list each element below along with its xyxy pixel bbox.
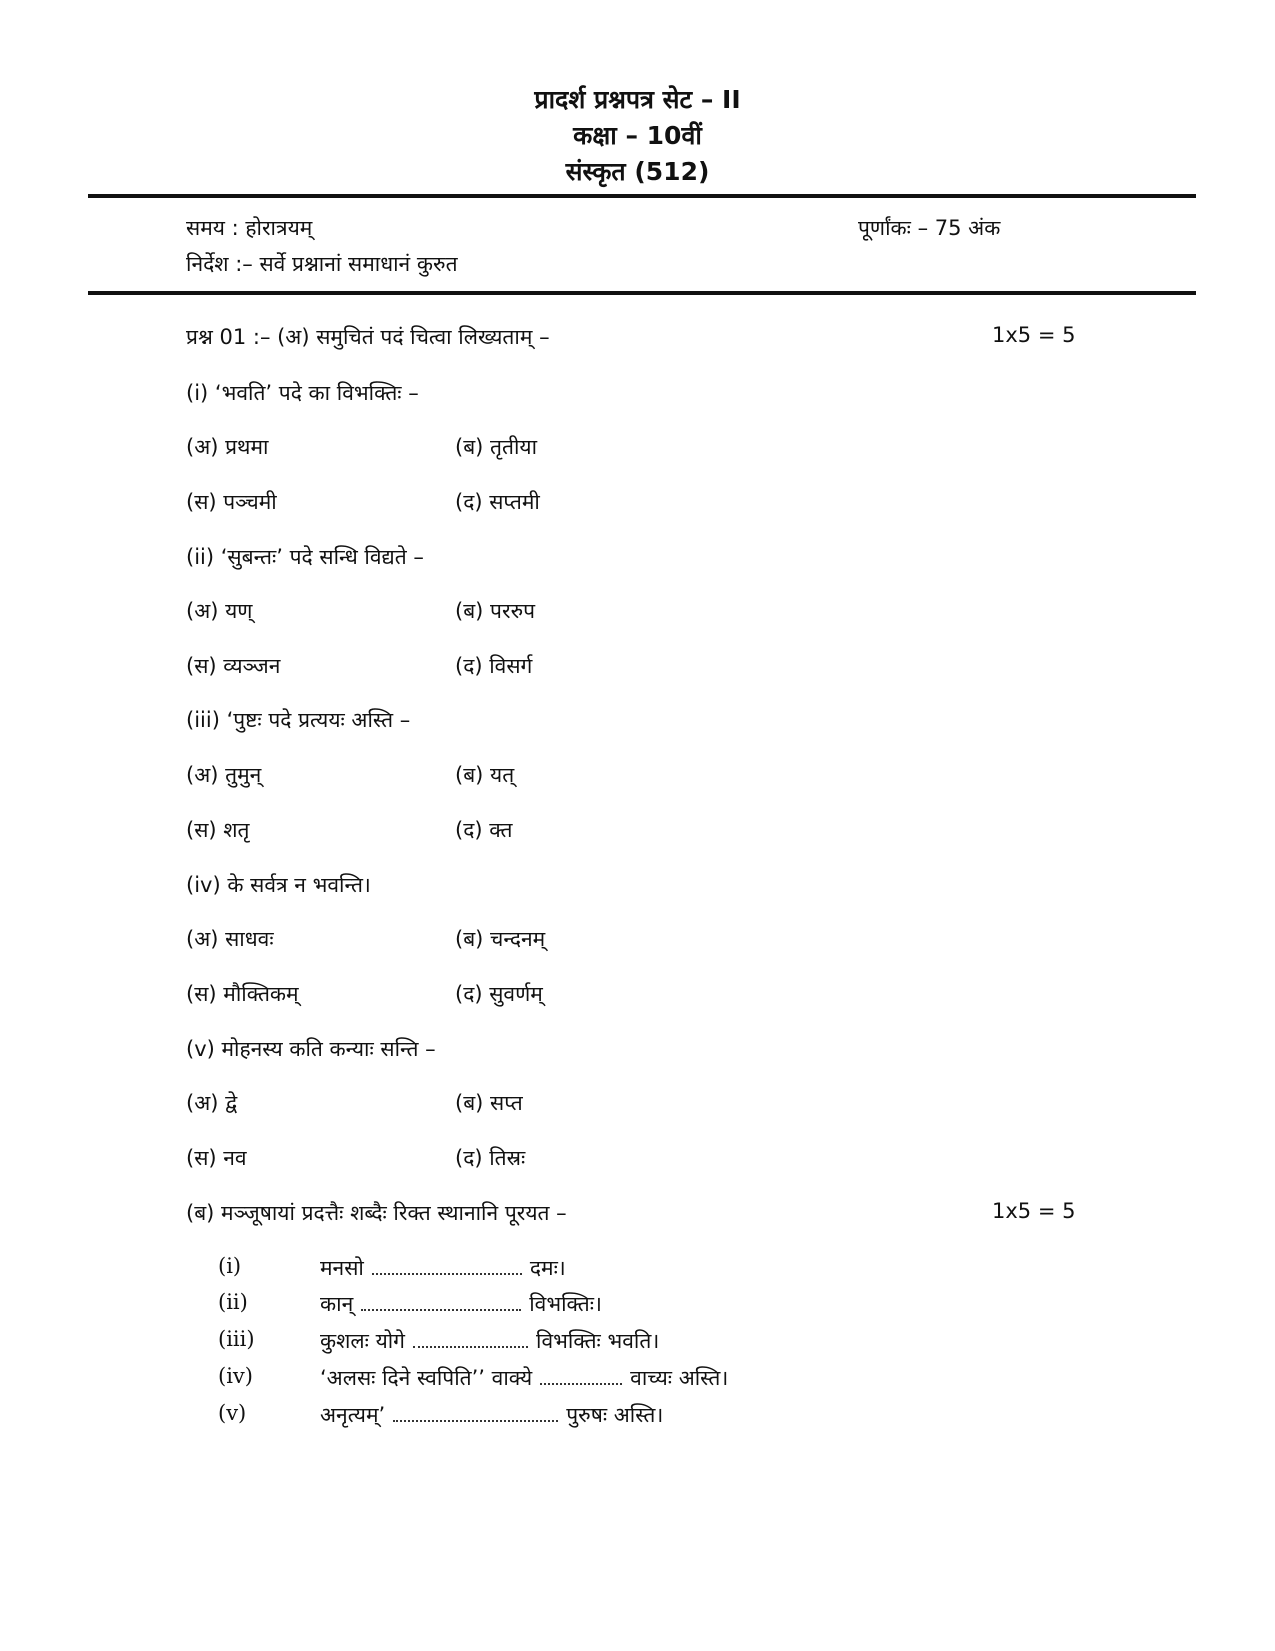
fill-text xyxy=(320,1364,728,1392)
text-before: कुशलः योगे xyxy=(320,1329,406,1353)
text-after: विभक्तिः भवति। xyxy=(536,1329,660,1353)
item-number: (iv) xyxy=(218,1364,253,1388)
q1a-heading: प्रश्न 01 :– (अ) समुचितं पदं चित्वा लिख्यताम् – xyxy=(186,325,550,349)
option-c: (स) नव xyxy=(186,1146,247,1170)
item-number: (i) xyxy=(218,1254,242,1278)
text-after: विभक्तिः। xyxy=(529,1292,602,1316)
text-before: कान् xyxy=(320,1292,354,1316)
blank-line xyxy=(413,1332,528,1348)
fill-text xyxy=(320,1327,659,1355)
mcq-question: (i) ‘भवति’ पदे का विभक्तिः – xyxy=(186,381,419,405)
text-before: अनृत्यम्’ xyxy=(320,1403,386,1427)
option-b: (ब) सप्त xyxy=(455,1091,523,1115)
q1a-marks: 1x5 = 5 xyxy=(992,323,1076,347)
blank-line xyxy=(540,1369,622,1385)
mcq-question: (iv) के सर्वत्र न भवन्ति। xyxy=(186,873,371,897)
option-d: (द) सप्तमी xyxy=(455,490,540,514)
option-a: (अ) प्रथमा xyxy=(186,435,269,459)
subject-label: संस्कृत (512) xyxy=(565,157,710,186)
top-rule xyxy=(88,194,1196,198)
option-d: (द) सुवर्णम् xyxy=(455,982,543,1006)
text-after: वाच्यः अस्ति। xyxy=(630,1366,729,1390)
mcq-question: (ii) ‘सुबन्तः’ पदे सन्धि विद्यते – xyxy=(186,545,424,569)
option-c: (स) शतृ xyxy=(186,818,250,842)
blank-line xyxy=(361,1295,521,1311)
paper-title: प्रादर्श प्रश्नपत्र सेट – II xyxy=(534,85,741,114)
option-a: (अ) द्वे xyxy=(186,1091,238,1115)
text-after: दमः। xyxy=(529,1256,566,1280)
option-d: (द) क्त xyxy=(455,818,513,842)
option-a: (अ) साधवः xyxy=(186,927,274,951)
class-label: कक्षा – 10वीं xyxy=(573,121,702,150)
item-number: (v) xyxy=(218,1401,247,1425)
instruction: निर्देश :– सर्वे प्रश्नानां समाधानं कुरुत xyxy=(186,252,458,276)
text-before: ‘अलसः दिने स्वपिति’’ वाक्ये xyxy=(320,1366,533,1390)
q1b-heading: (ब) मञ्जूषायां प्रदत्तैः शब्दैः रिक्त स्थानानि पूरयत – xyxy=(186,1201,567,1225)
option-b: (ब) यत् xyxy=(455,763,515,787)
time-label: समय : होरात्रयम् xyxy=(186,216,313,240)
option-a: (अ) तुमुन् xyxy=(186,763,262,787)
option-c: (स) मौक्तिकम् xyxy=(186,982,299,1006)
blank-line xyxy=(393,1406,558,1422)
mcq-question: (v) मोहनस्य कति कन्याः सन्ति – xyxy=(186,1037,436,1061)
fill-text xyxy=(320,1254,566,1282)
bottom-rule xyxy=(88,291,1196,295)
option-b: (ब) तृतीया xyxy=(455,435,538,459)
blank-line xyxy=(372,1259,522,1275)
option-b: (ब) पररुप xyxy=(455,599,536,623)
fill-text xyxy=(320,1401,663,1429)
text-after: पुरुषः अस्ति। xyxy=(566,1403,664,1427)
fill-text xyxy=(320,1290,602,1318)
item-number: (iii) xyxy=(218,1327,255,1351)
option-c: (स) पञ्चमी xyxy=(186,490,277,514)
option-d: (द) विसर्ग xyxy=(455,654,533,678)
q1b-marks: 1x5 = 5 xyxy=(992,1199,1076,1223)
option-a: (अ) यण् xyxy=(186,599,253,623)
mcq-question: (iii) ‘पुष्टः पदे प्रत्ययः अस्ति – xyxy=(186,708,411,732)
item-number: (ii) xyxy=(218,1290,248,1314)
option-c: (स) व्यञ्जन xyxy=(186,654,281,678)
option-d: (द) तिस्रः xyxy=(455,1146,526,1170)
text-before: मनसो xyxy=(320,1256,364,1280)
total-marks: पूर्णांकः – 75 अंक xyxy=(858,216,1001,240)
option-b: (ब) चन्दनम् xyxy=(455,927,546,951)
